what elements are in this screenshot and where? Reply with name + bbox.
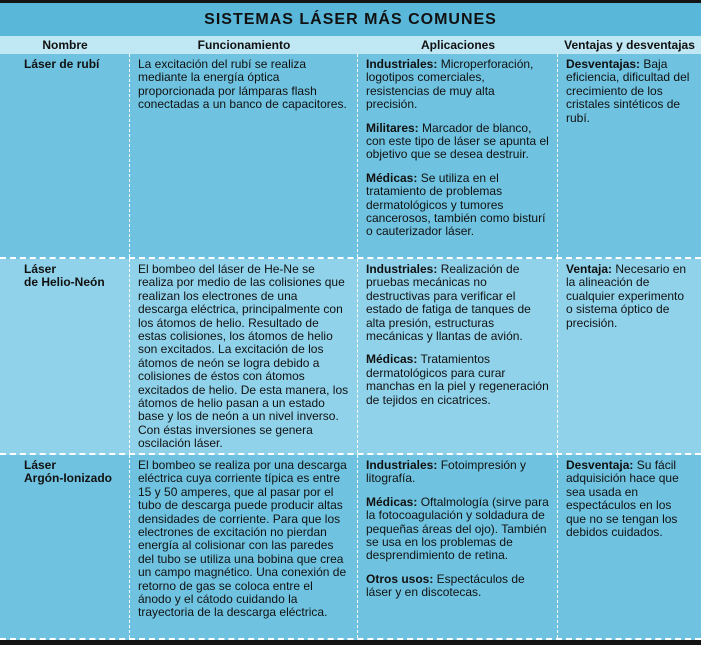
header-funcionamiento: Funcionamiento	[197, 38, 291, 52]
application-item: Médicas: Tratamientos dermatológicos para curar manchas en la piel y regeneración de tejidos en cicatrices.	[366, 352, 549, 407]
table-title: SISTEMAS LÁSER MÁS COMUNES	[204, 10, 497, 28]
application-item: Médicas: Se utiliza en el tratamiento de problemas dermatológicos y tumores cancerosos, también como bisturí o cauterizador láser.	[366, 170, 546, 239]
cell-funcionamiento: El bombeo se realiza por una descarga eléctrica cuya corriente típica es entre 15 y 50 amperes, que al pasar por el tubo de descarga puede producir altas densidades de corriente. Para que los electrones de excitación no pierdan energía al colisionar con las paredes del tubo se utiliza una bobina que crea un campo magnético. Una conexión de retorno de gas se coloca entre el ánodo y el cátodo cuidando la trayectoria de la descarga eléctrica.	[130, 455, 358, 638]
cell-funcionamiento: La excitación del rubí se realiza mediante la energía óptica proporcionada por lámparas flash conectadas a un banco de capacitores.	[130, 54, 358, 257]
application-item: Industriales: Microperforación, logotipos comerciales, resistencias de muy alta precisión.	[366, 57, 534, 112]
application-item: Industriales: Fotoimpresión y litografía.	[366, 458, 527, 486]
cell-aplicaciones	[358, 259, 558, 453]
bottom-border	[0, 640, 701, 645]
cell-funcionamiento: El bombeo del láser de He-Ne se realiza por medio de las colisiones que realizan los electrones de una descarga eléctrica, principalmente con los átomos de helio. Resultado de estas colisiones, los átomos de helio son excitados. La excitación de los átomos de neón se logra debido a colisiones de éstos con átomos excitados de helio. De esta manera, los átomos de helio pasan a un estado base y los de neón a un nivel inverso. Con éstas inversiones se genera oscilación láser.	[130, 259, 358, 453]
cell-aplicaciones	[358, 54, 558, 257]
table-row	[0, 54, 701, 259]
application-item: Industriales: Realización de pruebas mecánicas no destructivas para verificar el estado de fatiga de tanques de alta presión, estructuras mecánicas y llantas de avión.	[366, 262, 531, 344]
table-row	[0, 259, 701, 455]
header-aplicaciones: Aplicaciones	[420, 38, 496, 52]
cell-nombre	[0, 455, 130, 638]
header-nombre: Nombre	[42, 38, 88, 52]
laser-name-line1: Láser	[24, 262, 57, 276]
application-item: Otros usos: Espectáculos de láser y en discotecas.	[366, 571, 525, 600]
cell-aplicaciones	[358, 455, 558, 638]
cell-ventajas: Ventaja: Necesario en la alineación de cualquier experimento o sistema óptico de precisión.	[566, 262, 687, 330]
application-item: Militares: Marcador de blanco, con este tipo de láser se apunta el objetivo que se desea destruir.	[366, 120, 549, 162]
laser-name: Láser de rubí	[24, 57, 100, 71]
header-ventajas: Ventajas y desventajas	[564, 38, 695, 52]
cell-nombre	[0, 259, 130, 453]
laser-name-line1: Láser	[24, 458, 57, 472]
cell-ventajas: Desventajas: Baja eficiencia, dificultad del crecimiento de los cristales sintéticos de rubí.	[566, 57, 690, 125]
laser-name-line2: Argón-Ionizado	[24, 471, 112, 486]
cell-ventajas: Desventaja: Su fácil adquisición hace que sea usada en espectáculos en los que no se tengan los debidos cuidados.	[566, 458, 679, 540]
cell-nombre	[0, 54, 130, 257]
laser-name-line2: de Helio-Neón	[24, 275, 105, 290]
table-title-bar	[0, 0, 701, 36]
table-row	[0, 455, 701, 640]
header-row	[0, 36, 701, 55]
application-item: Médicas: Oftalmología (sirve para la fotocoagulación y soldadura de pequeñas áreas del ojo). También se usa en los problemas de desprendimiento de retina.	[366, 494, 549, 563]
